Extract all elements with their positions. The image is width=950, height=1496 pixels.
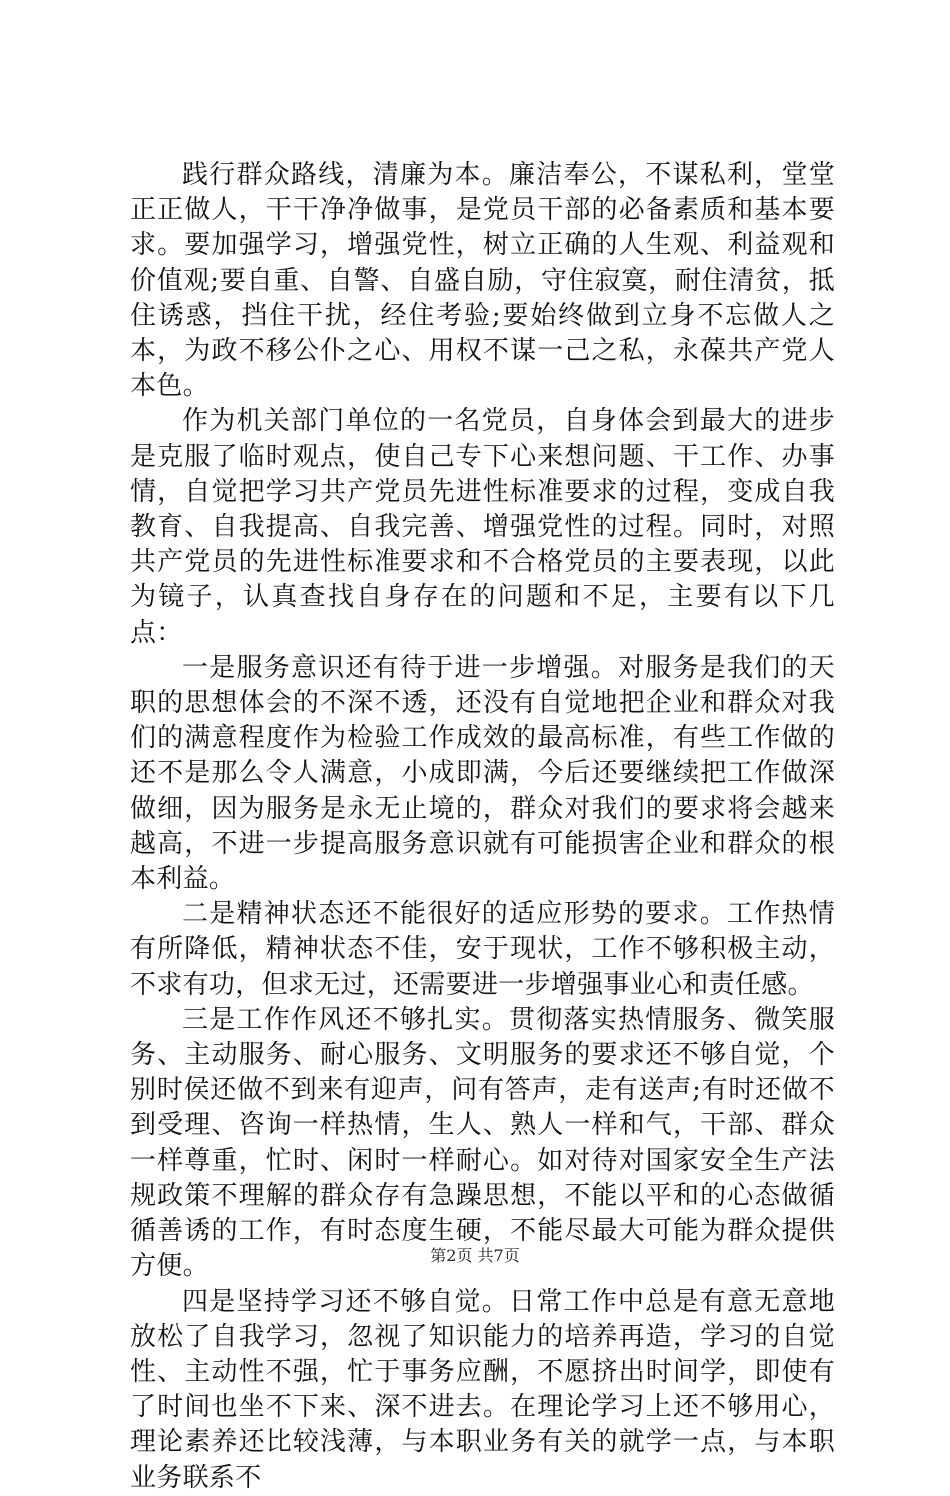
paragraph-6: 四是坚持学习还不够自觉。日常工作中总是有意无意地放松了自我学习，忽视了知识能力的培养再造，学习的自觉性、主动性不强，忙于事务应酬，不愿挤出时间学，即使有了时间也坐不下来、深不进去。在理论学习上还不够用心，理论素养还比较浅薄，与本职业务有关的就学一点，与本职业务联系不 [130, 1286, 835, 1493]
paragraph-1: 践行群众路线，清廉为本。廉洁奉公，不谋私利，堂堂正正做人，干干净净做事，是党员干部的必备素质和基本要求。要加强学习，增强党性，树立正确的人生观、利益观和价值观;要自重、自警、自盛自励，守住寂寞，耐住清贫，抵住诱惑，挡住干扰，经住考验;要始终做到立身不忘做人之本，为政不移公仆之心、用权不谋一己之私，永葆共产党人本色。 [130, 160, 835, 402]
document-body [130, 158, 835, 1496]
paragraph-5: 三是工作作风还不够扎实。贯彻落实热情服务、微笑服务、主动服务、耐心服务、文明服务的要求还不够自觉，个别时侯还做不到来有迎声，问有答声，走有送声;有时还做不到受理、咨询一样热情，生人、熟人一样和气，干部、群众一样尊重，忙时、闲时一样耐心。如对待对国家安全生产法规政策不理解的群众存有急躁思想，不能以平和的心态做循循善诱的工作，有时态度生硬，不能尽最大可能为群众提供方便。 [130, 1004, 835, 1282]
paragraph-2: 作为机关部门单位的一名党员，自身体会到最大的进步是克服了临时观点，使自己专下心来想问题、干工作、办事情，自觉把学习共产党员先进性标准要求的过程，变成自我教育、自我提高、自我完善、增强党性的过程。同时，对照共产党员的先进性标准要求和不合格党员的主要表现，以此为镜子，认真查找自身存在的问题和不足，主要有以下几点： [130, 406, 835, 648]
page-footer: 第2页 共7页 [430, 1246, 520, 1265]
paragraph-4: 二是精神状态还不能很好的适应形势的要求。工作热情有所降低，精神状态不佳，安于现状，工作不够积极主动，不求有功，但求无过，还需要进一步增强事业心和责任感。 [130, 899, 835, 1000]
paragraph-3: 一是服务意识还有待于进一步增强。对服务是我们的天职的思想体会的不深不透，还没有自觉地把企业和群众对我们的满意程度作为检验工作成效的最高标准，有些工作做的还不是那么令人满意，小成即满，今后还要继续把工作做深做细，因为服务是永无止境的，群众对我们的要求将会越来越高，不进一步提高服务意识就有可能损害企业和群众的根本利益。 [130, 652, 835, 895]
